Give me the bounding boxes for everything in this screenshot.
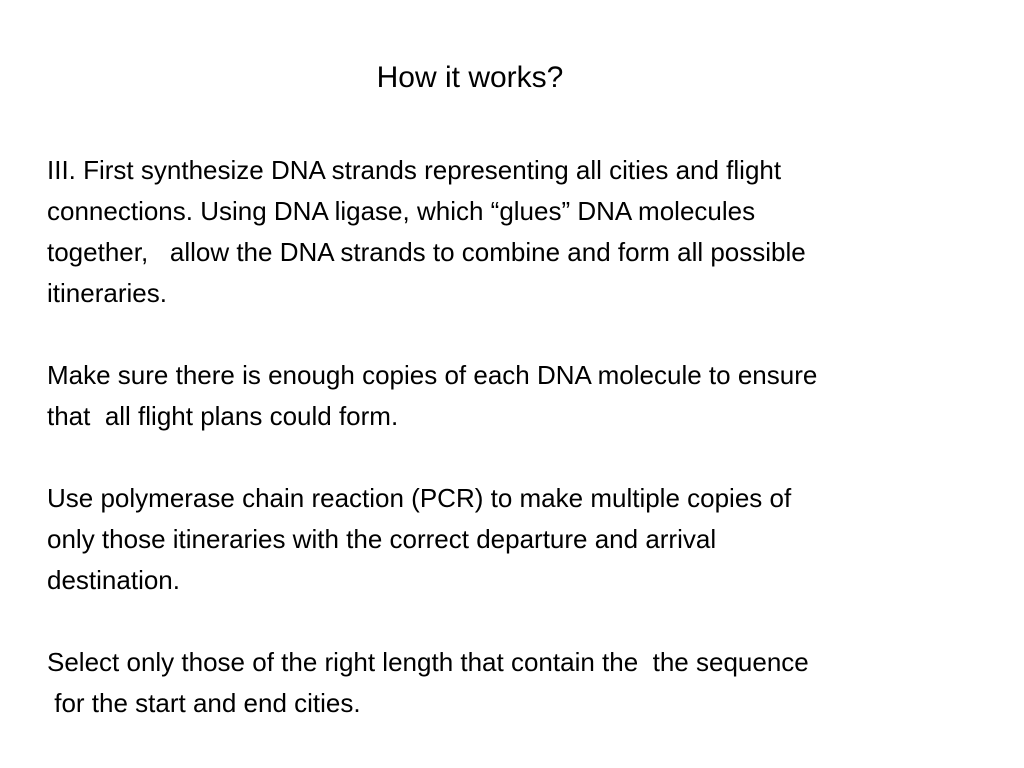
text-line: destination.: [47, 565, 180, 595]
paragraph-selection: [47, 642, 987, 724]
text-line: only those itineraries with the correct departure and arrival: [47, 524, 717, 554]
paragraph-pcr: [47, 478, 987, 601]
paragraph-ligation: [47, 150, 987, 314]
text-line: connections. Using DNA ligase, which “glues” DNA molecules: [47, 196, 756, 226]
text-line: Make sure there is enough copies of each DNA molecule to ensure: [47, 360, 818, 390]
text-line: III. First synthesize DNA strands representing all cities and flight: [47, 155, 782, 185]
paragraph-copies: [47, 355, 987, 437]
slide-title: How it works?: [376, 61, 564, 94]
paragraph-spacer: [47, 601, 987, 642]
text-line: Select only those of the right length that contain the the sequence: [47, 647, 809, 677]
text-line: Use polymerase chain reaction (PCR) to make multiple copies of: [47, 483, 792, 513]
text-line: for the start and end cities.: [47, 688, 361, 718]
slide-body: [47, 150, 987, 724]
paragraph-spacer: [47, 437, 987, 478]
text-line: itineraries.: [47, 278, 167, 308]
text-line: together, allow the DNA strands to combine and form all possible: [47, 237, 806, 267]
text-line: that all flight plans could form.: [47, 401, 399, 431]
paragraph-spacer: [47, 314, 987, 355]
